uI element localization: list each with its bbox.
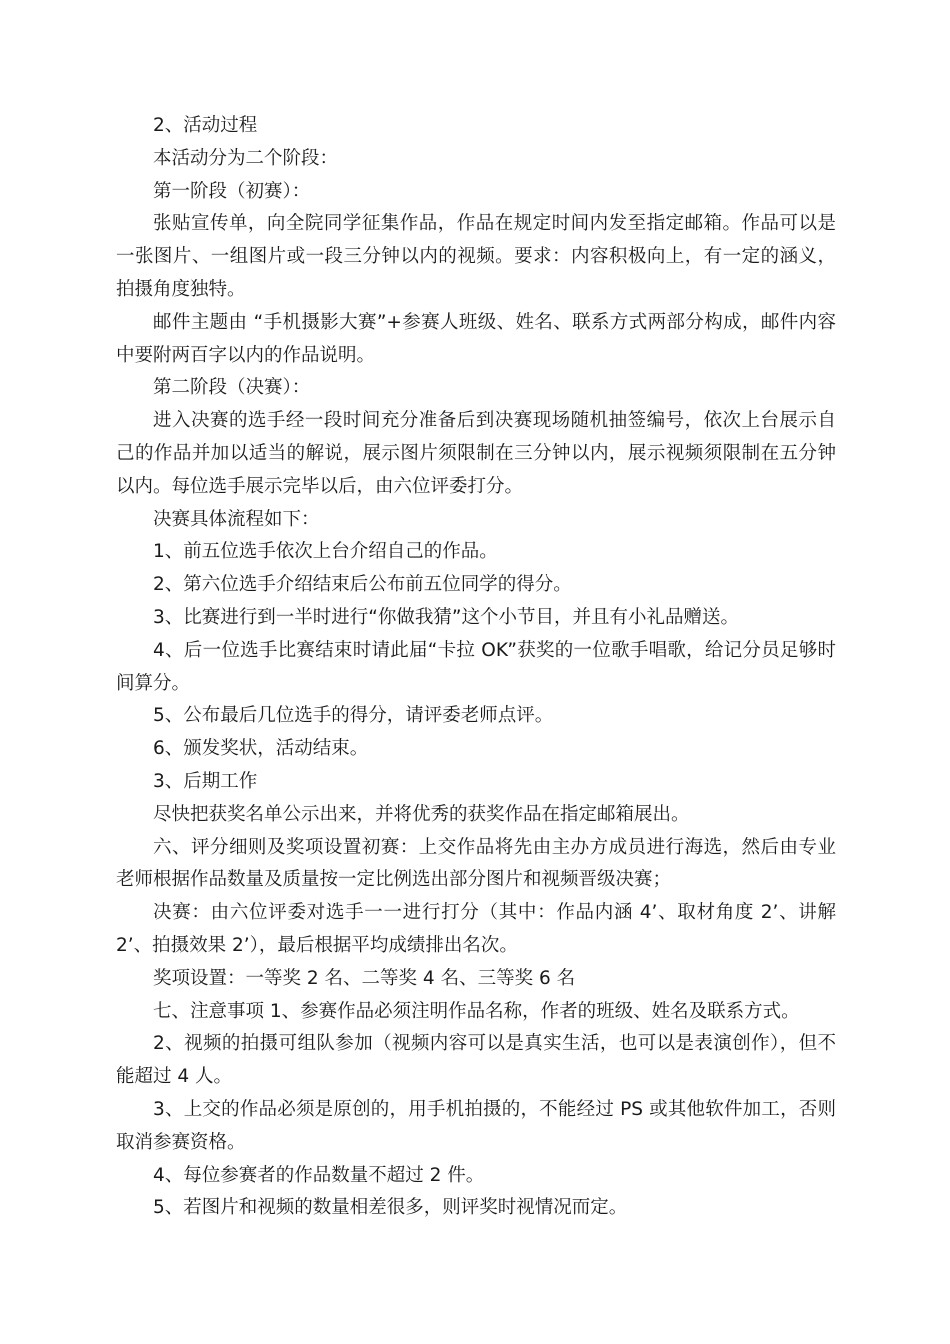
paragraph-email-subject: 邮件主题由 “手机摄影大赛”+参赛人班级、姓名、联系方式两部分构成，邮件内容中要附两百字以内的作品说明。: [116, 311, 836, 366]
notice-item-5: 5、若图片和视频的数量相差很多，则评奖时视情况而定。: [153, 1197, 628, 1219]
final-process-step-4: 4、后一位选手比赛结束时请此届“卡拉 OK”获奖的一位歌手唱歌，给记分员足够时间算分。: [116, 639, 836, 694]
paragraph-scoring-preliminary: 六、评分细则及奖项设置初赛：上交作品将先由主办方成员进行海选，然后由专业老师根据作品数量及质量按一定比例选出部分图片和视频晋级决赛；: [116, 836, 836, 891]
final-process-heading: 决赛具体流程如下：: [153, 508, 320, 530]
paragraph-awards: 奖项设置：一等奖 2 名、二等奖 4 名、三等奖 6 名: [153, 967, 576, 989]
paragraph-followup: 尽快把获奖名单公示出来，并将优秀的获奖作品在指定邮箱展出。: [153, 803, 690, 825]
notice-item-4: 4、每位参赛者的作品数量不超过 2 件。: [153, 1164, 485, 1186]
notice-item-1: 七、注意事项 1、参赛作品必须注明作品名称，作者的班级、姓名及联系方式。: [153, 1000, 800, 1022]
stage-two-heading: 第二阶段（决赛）：: [153, 377, 311, 399]
paragraph-stage-two-description: 进入决赛的选手经一段时间充分准备后到决赛现场随机抽签编号，依次上台展示自己的作品并加以适当的解说，展示图片须限制在三分钟以内，展示视频须限制在五分钟以内。每位选手展示完毕以后，由六位评委打分。: [116, 410, 836, 497]
notice-item-3: 3、上交的作品必须是原创的，用手机拍摄的，不能经过 PS 或其他软件加工，否则取消参赛资格。: [116, 1098, 836, 1153]
document-body: [116, 110, 836, 1225]
section-heading-followup: 3、后期工作: [153, 770, 258, 792]
paragraph-scoring-final: 决赛：由六位评委对选手一一进行打分（其中：作品内涵 4’、取材角度 2’、讲解 2’、拍摄效果 2’），最后根据平均成绩排出名次。: [116, 902, 836, 956]
final-process-step-3: 3、比赛进行到一半时进行“你做我猜”这个小节目，并且有小礼品赠送。: [153, 606, 739, 628]
notice-item-2: 2、视频的拍摄可组队参加（视频内容可以是真实生活，也可以是表演创作），但不能超过 4 人。: [116, 1033, 836, 1088]
final-process-step-5: 5、公布最后几位选手的得分，请评委老师点评。: [153, 705, 554, 727]
paragraph-stage-one-description: 张贴宣传单，向全院同学征集作品，作品在规定时间内发至指定邮箱。作品可以是一张图片、一组图片或一段三分钟以内的视频。要求：内容积极向上，有一定的涵义，拍摄角度独特。: [116, 213, 836, 300]
final-process-step-2: 2、第六位选手介绍结束后公布前五位同学的得分。: [153, 574, 572, 596]
paragraph-stages-intro: 本活动分为二个阶段：: [153, 147, 339, 169]
stage-one-heading: 第一阶段（初赛）：: [153, 180, 311, 202]
final-process-step-1: 1、前五位选手依次上台介绍自己的作品。: [153, 541, 498, 563]
section-heading-activity-process: 2、活动过程: [153, 115, 258, 136]
final-process-step-6: 6、颁发奖状，活动结束。: [153, 738, 369, 760]
